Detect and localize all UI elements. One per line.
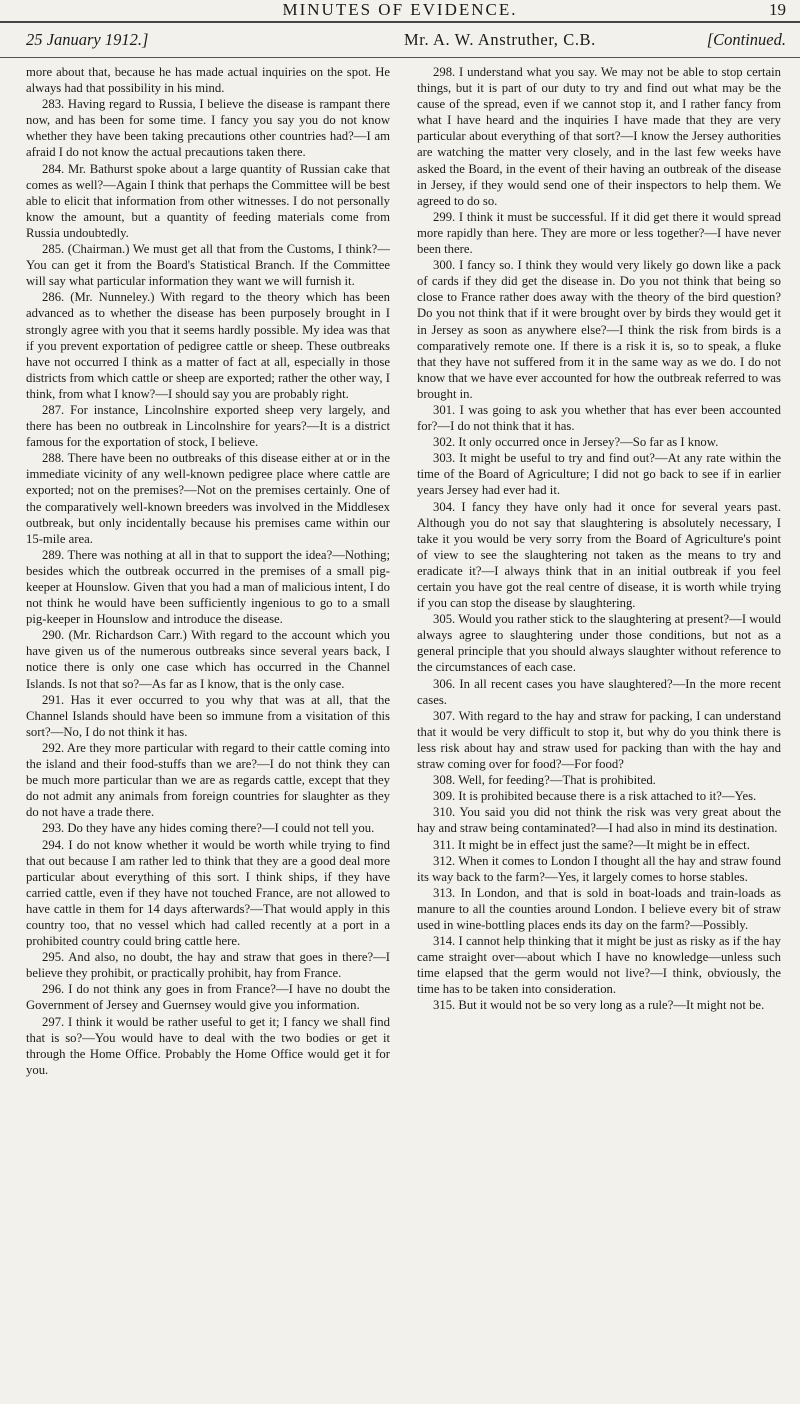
paragraph: 289. There was nothing at all in that to support the idea?—Nothing; besides which the outbreak occurred in the premises of a small pig-keeper at Hounslow. Given that you had a man of malicious intent, I do not think he would have been sufficiently ingenious to go to a small pig-keeper in Hounslow and introduce the disease.	[26, 547, 390, 627]
header-rule	[0, 57, 800, 58]
paragraph: 292. Are they more particular with regard to their cattle coming into the island and their food-stuffs than we are?—I do not think they can be much more particular than we are as regards cattle, except that they do not admit any animals from foreign countries for slaughter as they do not have a trade there.	[26, 740, 390, 820]
paragraph: 314. I cannot help thinking that it might be just as risky as if the hay came straight over—about which I have no knowledge—unless such time elapsed that the germ would not live?—I think, obviously, the time has to be taken into consideration.	[417, 934, 781, 997]
paragraph: 300. I fancy so. I think they would very likely go down like a pack of cards if they did get the disease in. Do you not think that being so close to France rather does away with the theory of the bird question? Do you not think that if it were brought over by birds they would get it in Jersey as soon as anywhere else?—I think the risk from birds is a comparatively remote one. If there is a risk it is, so to speak, a fluke that they have not suffered from it in the same way as we do. I do not know that we have ever accounted for how the outbreak referred to was brought in.	[417, 258, 781, 401]
running-title: MINUTES OF EVIDENCE.	[282, 0, 518, 19]
paragraph: 286. (Mr. Nunneley.) With regard to the theory which has been advanced as to whether the disease has been purposely brought in I strongly agree with you that it seems hardly possible. My idea was that if you prevent exportation of pedigree cattle or sheep. These outbreaks have not occurred I think as a matter of fact at all, especially in those districts from which cattle or sheep are exported; rather the other way, I think, from what I know?—I should say you are probably right.	[26, 290, 390, 401]
right-column	[417, 64, 781, 1394]
paragraph: 301. I was going to ask you whether that has ever been accounted for?—I do not think that it has.	[417, 402, 781, 434]
paragraph: 288. There have been no outbreaks of this disease either at or in the immediate vicinity of any well-known pedigree place where cattle are exported; not on the premises?—Not on the premises certainly. One of the comparatively well-known breeders was involved in the Middlesex outbreak, but only incidentally because his premises came within our 15-mile area.	[26, 451, 390, 546]
paragraph: 297. I think it would be rather useful to get it; I fancy we shall find that is so?—You would have to deal with the two bodies or get it through the Home Office. Probably the Home Office would get it for you.	[26, 1014, 390, 1077]
paragraph: 293. Do they have any hides coming there?—I could not tell you.	[42, 821, 375, 836]
paragraph: 313. In London, and that is sold in boat-loads and train-loads as manure to all the counties around London. I believe every bit of straw used in wine-bottling places ends its day on the farm?—Possibly.	[417, 885, 781, 932]
paragraph: 284. Mr. Bathurst spoke about a large quantity of Russian cake that comes as well?—Again I think that perhaps the Committee will be best able to elicit that information from other witnesses. I do not personally know the amount, but a quantity of feeding materials come from Russia undoubtedly.	[26, 161, 390, 240]
witness-name: Mr. A. W. Anstruther, C.B.	[404, 30, 596, 49]
paragraph: 298. I understand what you say. We may not be able to stop certain things, but it is part of our duty to try and find out what may be the cause of the spread, even if we cannot stop it, and I rather fancy from what I have heard and the inquiries I have made that they are very particular about everything of that sort?—I know the Jersey authorities are watching the matter very closely, and in the last few weeks have asked the Board, in the event of their having an outbreak of the disease in Jersey, if they would send one of their inspectors to help them. We agreed to do so.	[417, 65, 781, 208]
paragraph: 305. Would you rather stick to the slaughtering at present?—I would always agree to slaughtering under those conditions, but not as a general principle that you should always slaughter without reference to the circumstances of each case.	[417, 612, 781, 675]
top-rule	[0, 21, 800, 23]
paragraph: 296. I do not think any goes in from France?—I have no doubt the Government of Jersey and Guernsey would give you information.	[26, 982, 390, 1013]
paragraph: 310. You said you did not think the risk was very great about the hay and straw being contaminated?—I had also in mind its destination.	[417, 805, 781, 836]
paragraph: 312. When it comes to London I thought all the hay and straw found its way back to the farm?—Yes, it largely comes to horse stables.	[417, 853, 781, 884]
paragraph: 315. But it would not be so very long as a rule?—It might not be.	[433, 998, 765, 1013]
paragraph: 302. It only occurred once in Jersey?—So far as I know.	[433, 435, 719, 450]
paragraph: 309. It is prohibited because there is a risk attached to it?—Yes.	[433, 789, 757, 804]
continued-label: [Continued.	[706, 30, 786, 49]
paragraph: 303. It might be useful to try and find out?—At any rate within the time of the Board of Agriculture; I did not go back to see if in earlier years Jersey had ever had it.	[417, 451, 781, 498]
paragraph: 308. Well, for feeding?—That is prohibited.	[433, 773, 656, 788]
paragraph: 299. I think it must be successful. If it did get there it would spread more rapidly than here. They are more or less together?—I have never been there.	[417, 209, 781, 257]
paragraph: 291. Has it ever occurred to you why that was at all, that the Channel Islands should have been so immune from a visitation of this sort?—No, I do not think it has.	[26, 692, 390, 739]
session-date: 25 January 1912.]	[26, 30, 149, 49]
paragraph: 307. With regard to the hay and straw for packing, I can understand that it would be very difficult to stop it, but why do you think there is less risk about hay and straw used for packing than with the hay and straw coming over for food?—For food?	[417, 708, 781, 772]
paragraph: 295. And also, no doubt, the hay and straw that goes in there?—I believe they prohibit, or practically prohibit, hay from France.	[26, 950, 390, 981]
paragraph: 283. Having regard to Russia, I believe the disease is rampant there now, and has been for some time. I fancy you say you do not know whether they have been taking precautions other countries had?—I am afraid I do not know the actual precautions taken there.	[26, 97, 390, 160]
paragraph: 285. (Chairman.) We must get all that from the Customs, I think?—You can get it from the Board's Statistical Branch. If the Committee will say what particular information they want we will furnish it.	[26, 242, 390, 289]
paragraph: more about that, because he has made actual inquiries on the spot. He always had that possibility in his mind.	[26, 65, 390, 96]
paragraph: 294. I do not know whether it would be worth while trying to find that out because I am rather led to think that they are a good deal more particular about everything of this sort. I think ships, if they have carried cattle, even if they have not touched France, are not allowed to have cattle in them for 14 days afterwards?—That would apply in this country too, that no vessel which had called recently at a port in a prohibited country could bring cattle here.	[26, 837, 390, 949]
paragraph: 287. For instance, Lincolnshire exported sheep very largely, and there has been no outbreak in Lincolnshire for years?—It is a district famous for the exportation of stock, I believe.	[26, 402, 390, 450]
paragraph: 290. (Mr. Richardson Carr.) With regard to the account which you have given us of the numerous outbreaks since several years back, I notice there is only one case which has occurred in the Channel Islands. Is not that so?—As far as I know, that is the only case.	[26, 628, 390, 691]
paragraph: 311. It might be in effect just the same?—It might be in effect.	[433, 837, 750, 852]
witness-header	[26, 30, 786, 54]
paragraph: 304. I fancy they have only had it once for several years past. Although you do not say that slaughtering is absolutely necessary, I take it you would be very sorry from the Board of Agriculture's point of view to see the slaughtering not taken as the means to try and eradicate it?—I always think that in an initial outbreak if you feel certain you have got the real centre of disease, it is worth while trying if you can stop the disease by slaughtering.	[417, 499, 781, 611]
page-number: 19	[769, 0, 786, 19]
paragraph: 306. In all recent cases you have slaughtered?—In the more recent cases.	[417, 676, 781, 707]
left-column	[26, 64, 390, 1394]
